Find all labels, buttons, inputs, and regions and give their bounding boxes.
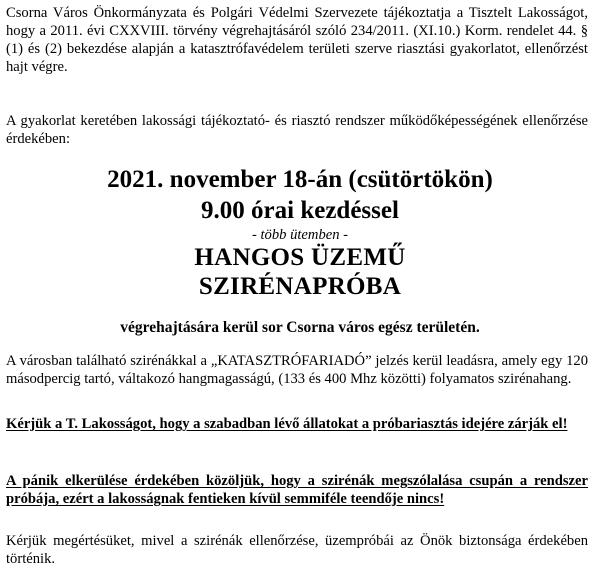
intro-paragraph: Csorna Város Önkormányzata és Polgári Védelmi Szervezete tájékoztatja a Tisztelt Lakosságot, hogy a 2011. évi CXXVIII. törvény végrehajtásáról szóló 234/2011. (XI.10.) Korm. rendelet 44. § (1) és (2) bekezdése alapján a katasztrófavédelem területi szerve riasztási gyakorlatot, ellenőrzést hajt végre. xyxy=(6,5,588,75)
event-date: 2021. november 18-án (csütörtökön) xyxy=(107,166,493,193)
siren-signal-paragraph: A városban található szirénákkal a „KATASZTRÓFARIADÓ” jelzés kerül leadásra, amely egy 120 másodpercig tartó, váltakozó hangmagasságú, (133 és 400 Mhz közötti) folyamatos szirénahang. xyxy=(6,353,588,387)
event-stages-note: - több ütemben - xyxy=(251,227,349,243)
event-location-line: végrehajtására kerül sor Csorna város egész területén. xyxy=(120,319,480,336)
closing-paragraph: Kérjük megértésüket, mivel a szirénák ellenőrzése, üzempróbái az Önök biztonsága érdekében történik. xyxy=(6,533,588,567)
event-time: 9.00 órai kezdéssel xyxy=(201,197,399,224)
purpose-paragraph: A gyakorlat keretében lakossági tájékoztató- és riasztó rendszer működőképességének ellenőrzése érdekében: xyxy=(6,113,588,147)
panic-avoidance-notice: A pánik elkerülése érdekében közöljük, hogy a szirénák megszólalása csupán a rendszer próbája, ezért a lakosságnak fentieken kívül semmiféle teendője nincs! xyxy=(6,473,588,507)
animals-request-notice: Kérjük a T. Lakosságot, hogy a szabadban lévő állatokat a próbariasztás idejére zárják el! xyxy=(6,416,568,432)
event-title-line-2: SZIRÉNAPRÓBA xyxy=(198,273,402,300)
event-title-line-1: HANGOS ÜZEMŰ xyxy=(194,244,406,271)
